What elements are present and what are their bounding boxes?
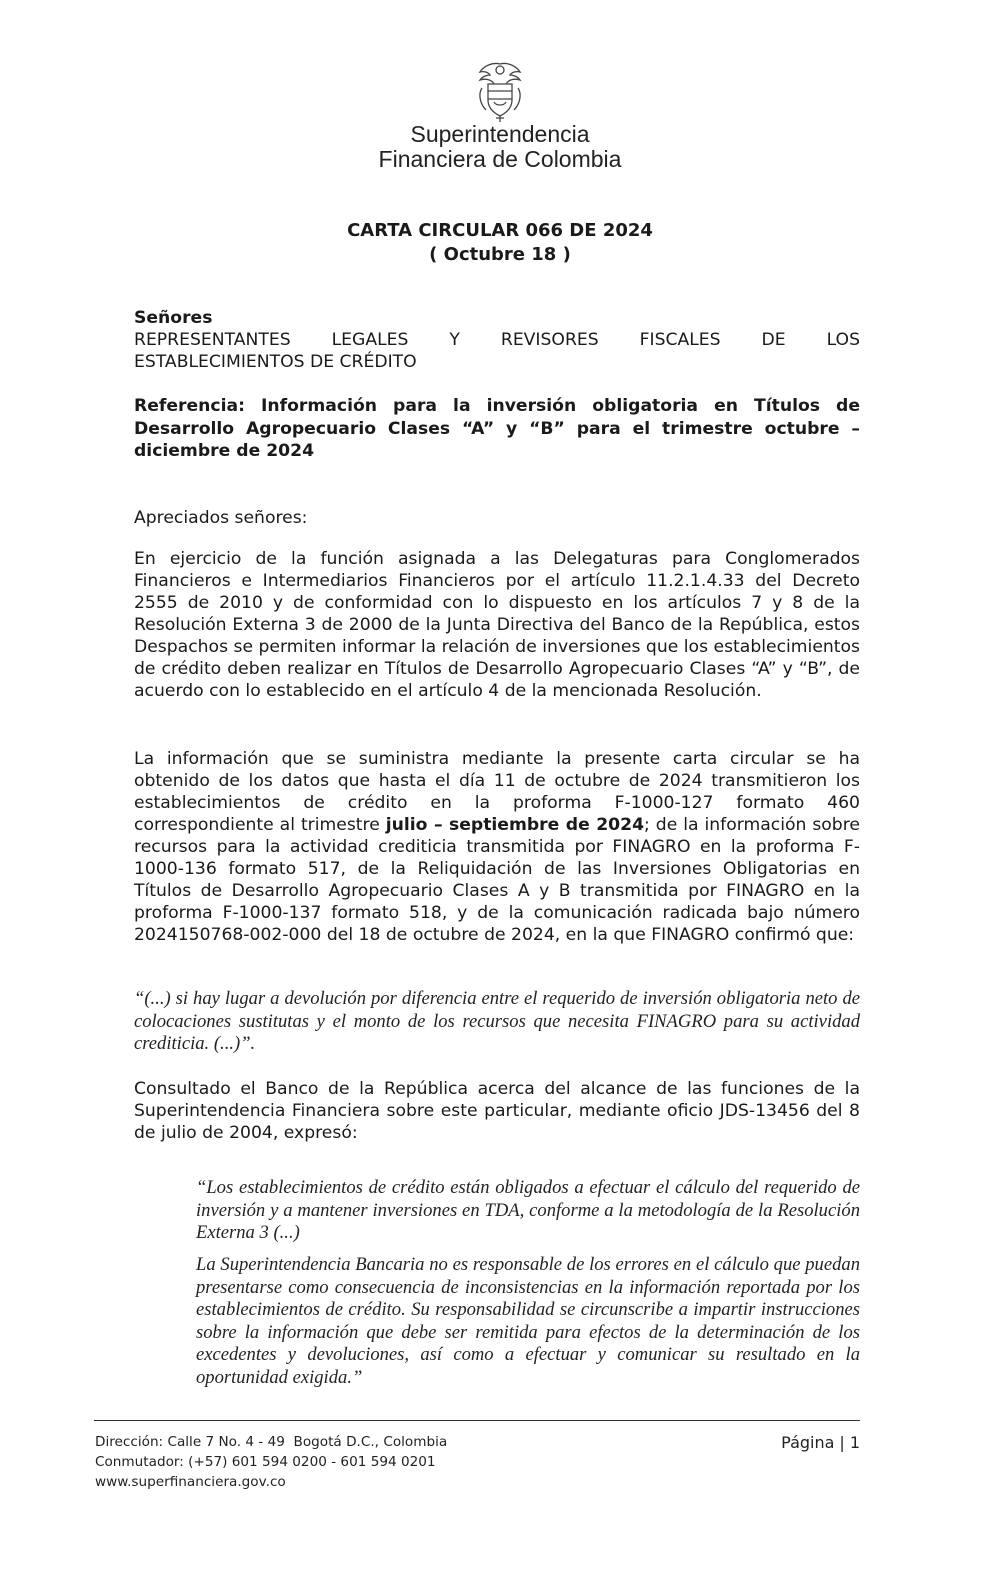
addressee-line2: ESTABLECIMIENTOS DE CRÉDITO [134,352,417,372]
page-label: Página [781,1433,835,1452]
paragraph-2-part2: ; de la información sobre recursos para la actividad crediticia transmitida por FINAGRO en la proforma F-1000-136 formato 517, de la Reliquidación de las Inversiones Obligatorias en Títulos de Desarrollo Agropecuario Clases A y B transmitida por FINAGRO en la proforma F-1000-137 formato 518, y de la comunicación radicada bajo número 2024150768-002-000 del 18 de octubre de 2024, en la que FINAGRO confirmó que: [134,815,860,945]
greeting: Apreciados señores: [134,508,308,528]
banco-quote-1: “Los establecimientos de crédito están obligados a efectuar el cálculo del requerido de inversión y a mantener inversiones en TDA, conforme a la metodología de la Resolución Externa 3 (...) [196,1177,860,1243]
paragraph-3: Consultado el Banco de la República acerca del alcance de las funciones de la Superintendencia Financiera sobre este particular, mediante oficio JDS-13456 del 8 de julio de 2004, expresó: [134,1079,860,1143]
page-number-block [700,1432,860,1454]
coat-of-arms-icon [468,58,532,124]
organization-name [300,122,700,172]
footer-address: Dirección: Calle 7 No. 4 - 49 Bogotá D.C., Colombia [95,1434,448,1450]
circular-date: ( Octubre 18 ) [429,244,571,265]
paragraph-2-period: julio – septiembre de 2024 [385,815,645,835]
finagro-quote: “(...) si hay lugar a devolución por diferencia entre el requerido de inversión obligatoria neto de colocaciones sustitutas y el monto de los recursos que necesita FINAGRO para su actividad crediticia. (...)”. [134,988,860,1054]
paragraph-2 [134,748,860,946]
footer-phone: Conmutador: (+57) 601 594 0200 - 601 594 0201 [95,1454,436,1470]
circular-title: CARTA CIRCULAR 066 DE 2024 [347,220,653,241]
reference: Referencia: Información para la inversión obligatoria en Títulos de Desarrollo Agropecuario Clases “A” y “B” para el trimestre octubre – diciembre de 2024 [134,396,860,461]
footer-website[interactable]: www.superfinanciera.gov.co [95,1474,286,1490]
page-number: 1 [849,1433,860,1452]
paragraph-2-part1: La información que se suministra mediante la presente carta circular se ha obtenido de los datos que hasta el día 11 de octubre de 2024 transmitieron los establecimientos de crédito en la proforma F-1000-127 formato 460 correspondiente al trimestre [134,749,860,835]
page-separator: | [839,1433,845,1452]
organization-name-line2: Financiera de Colombia [378,146,622,172]
banco-quote-2: La Superintendencia Bancaria no es responsable de los errores en el cálculo que puedan presentarse como consecuencia de inconsistencias en la información reportada por los establecimientos de crédito. Su responsabilidad se circunscribe a impartir instrucciones sobre la información que debe ser remitida para efectos de la determinación de los excedentes y devoluciones, así como a efectuar y comunicar su resultado en la oportunidad exigida.” [196,1254,860,1388]
footer-divider [94,1420,860,1421]
paragraph-1: En ejercicio de la función asignada a las Delegaturas para Conglomerados Financieros e Intermediarios Financieros por el artículo 11.2.1.4.33 del Decreto 2555 de 2010 y de conformidad con lo dispuesto en los artículos 7 y 8 de la Resolución Externa 3 de 2000 de la Junta Directiva del Banco de la República, estos Despachos se permiten informar la relación de inversiones que los establecimientos de crédito deben realizar en Títulos de Desarrollo Agropecuario Clases “A” y “B”, de acuerdo con lo establecido en el artículo 4 de la mencionada Resolución. [134,549,860,701]
addressee-line1: REPRESENTANTES LEGALES Y REVISORES FISCALES DE LOS [134,330,860,350]
organization-name-line1: Superintendencia [410,121,590,147]
footer-contact [95,1432,575,1492]
salutation: Señores [134,308,213,328]
